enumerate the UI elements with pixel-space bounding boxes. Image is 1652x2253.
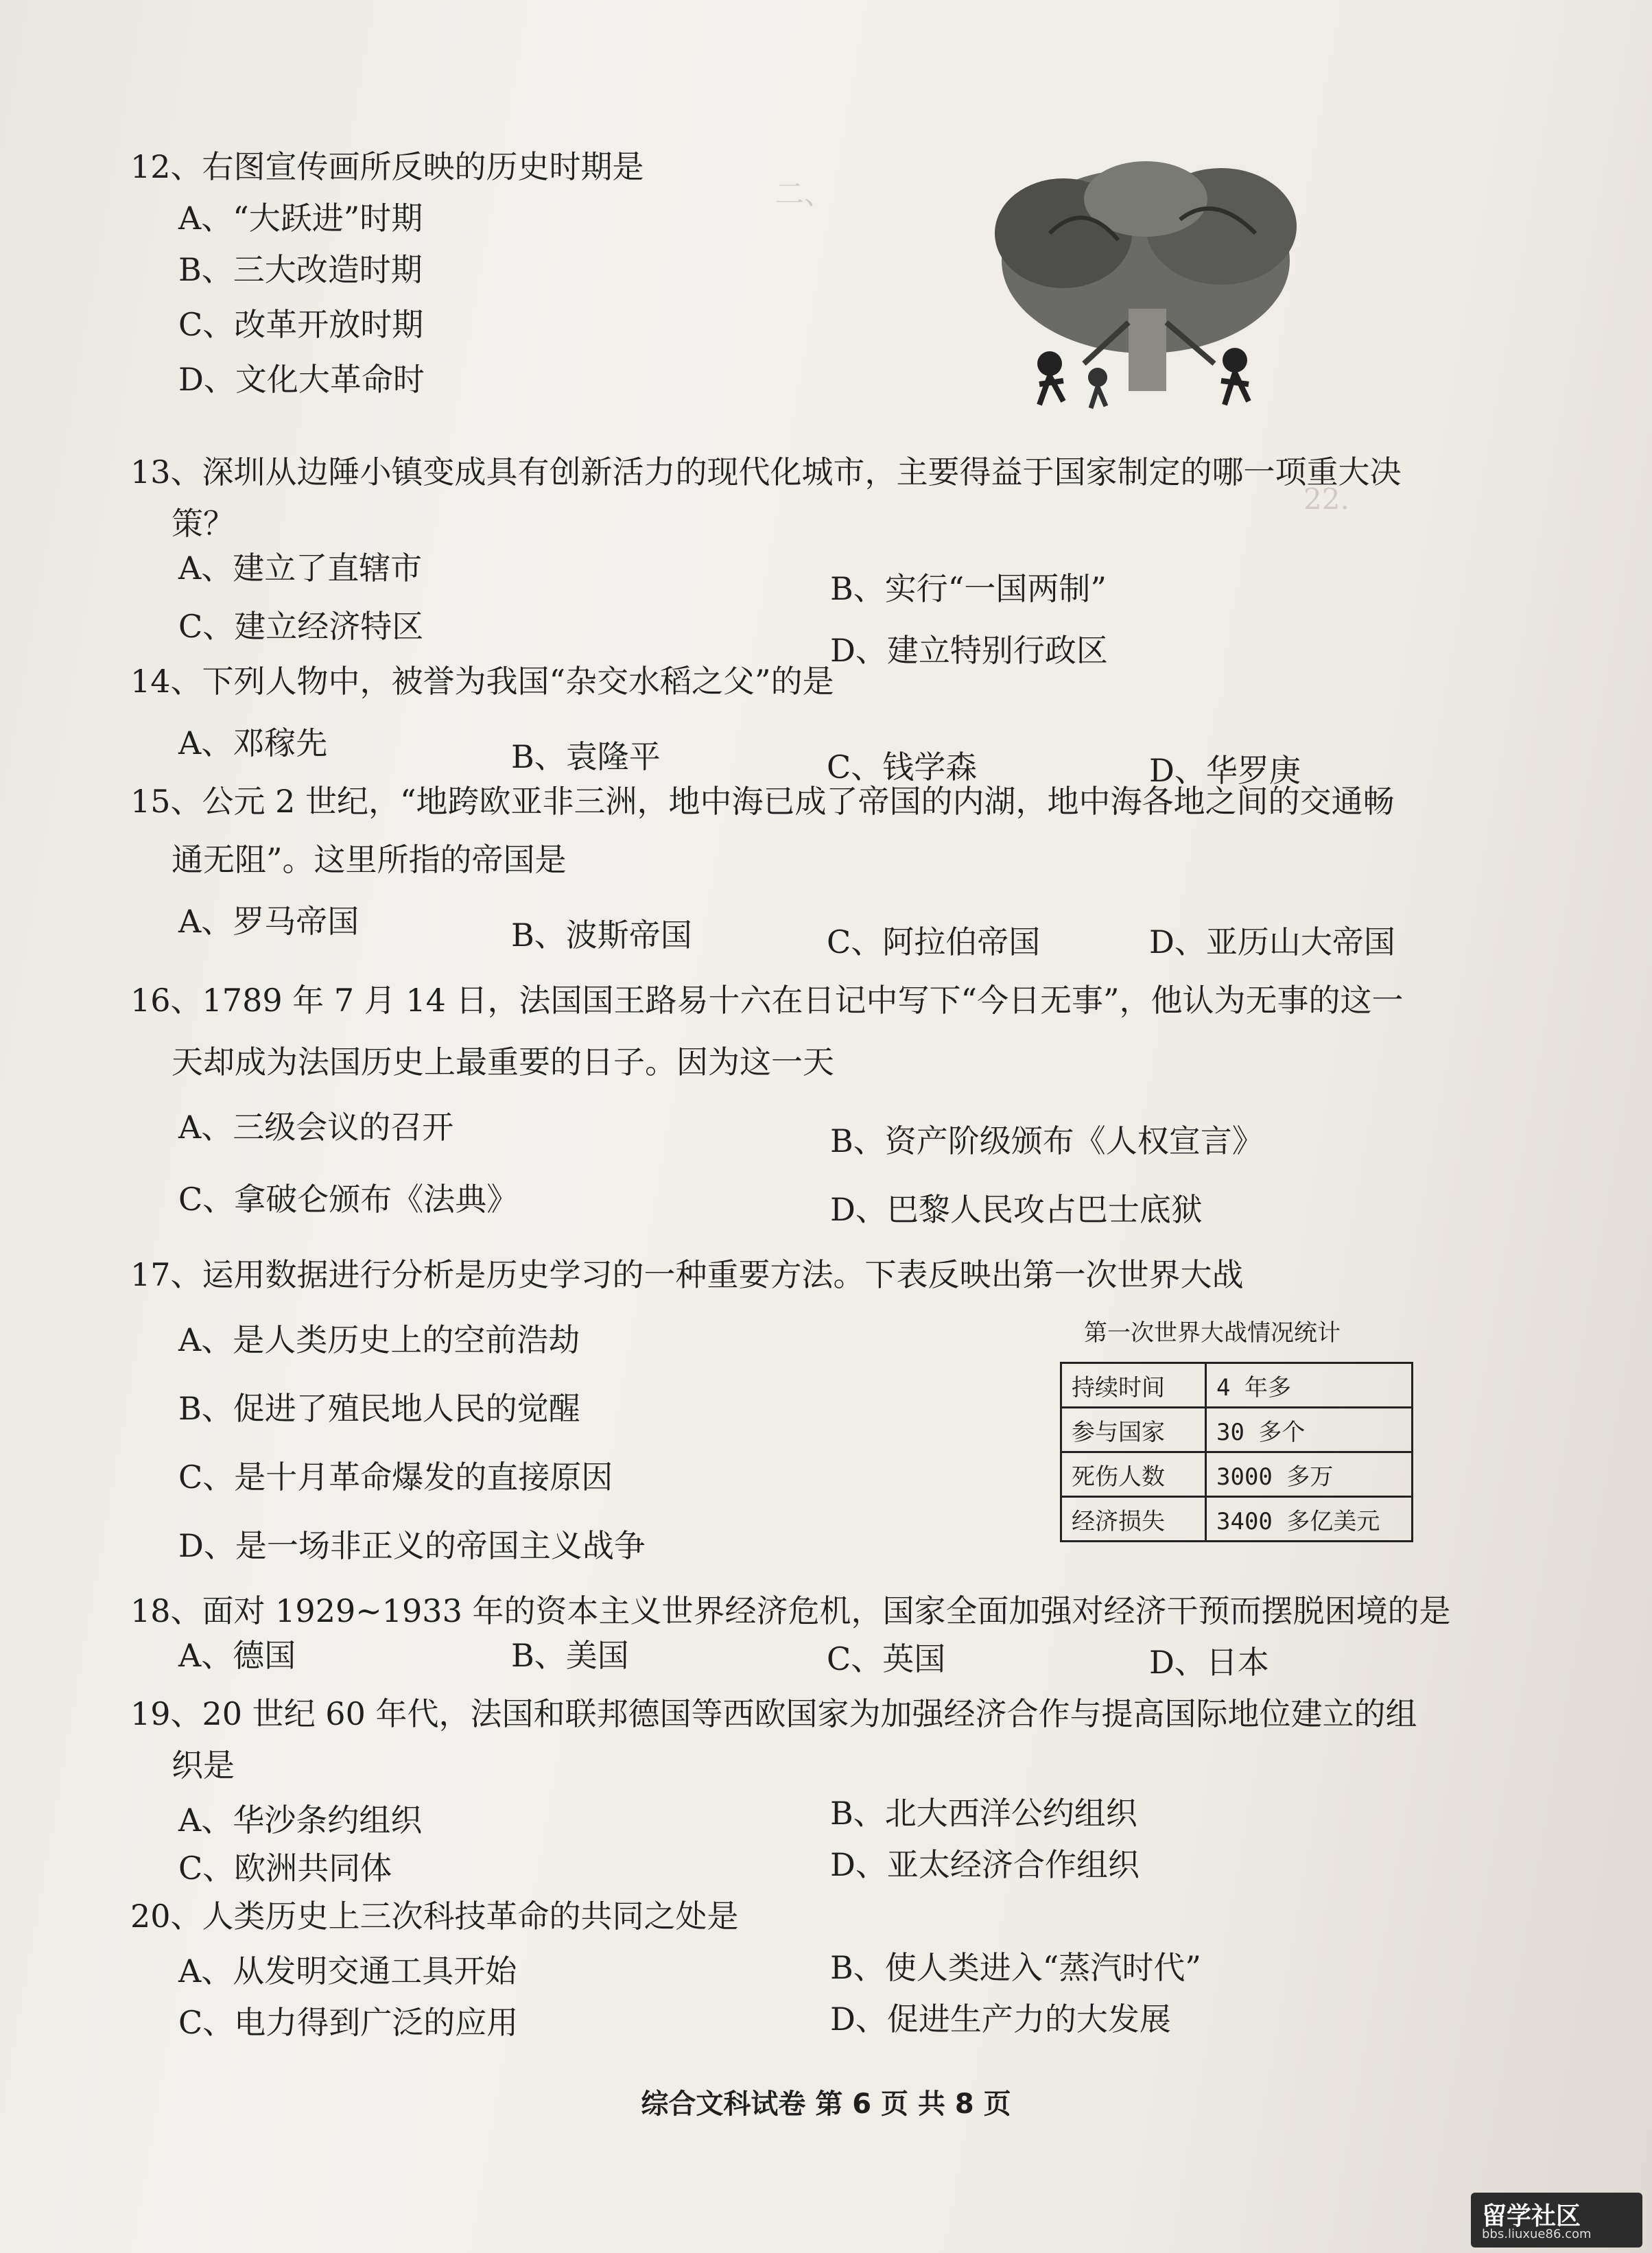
q20-option-a: A、从发明交通工具开始 xyxy=(178,1953,517,1990)
question-16-stem-continued: 天却成为法国历史上最重要的日子。因为这一天 xyxy=(172,1043,834,1081)
table-row xyxy=(1061,1497,1413,1542)
ww1-statistics-table xyxy=(1060,1362,1413,1542)
q13-option-a: A、建立了直辖市 xyxy=(178,550,423,587)
q17-option-b: B、促进了殖民地人民的觉醒 xyxy=(178,1390,580,1427)
q17-option-d: D、是一场非正义的帝国主义战争 xyxy=(178,1527,646,1564)
question-13-stem-continued: 策？ xyxy=(172,505,235,542)
question-19-stem: 19、20 世纪 60 年代，法国和联邦德国等西欧国家为加强经济合作与提高国际地位建立的组 xyxy=(130,1695,1417,1732)
q19-option-d: D、亚太经济合作组织 xyxy=(830,1846,1140,1883)
q16-option-c: C、拿破仑颁布《法典》 xyxy=(178,1181,519,1218)
question-12-stem: 12、右图宣传画所反映的历史时期是 xyxy=(130,148,644,185)
q18-option-d: D、日本 xyxy=(1149,1644,1269,1681)
q19-option-b: B、北大西洋公约组织 xyxy=(830,1795,1137,1832)
question-13-stem: 13、深圳从边陲小镇变成具有创新活力的现代化城市，主要得益于国家制定的哪一项重大决 xyxy=(130,453,1402,491)
q13-option-c: C、建立经济特区 xyxy=(178,608,424,645)
table-cell-value: 3000 多万 xyxy=(1206,1452,1413,1497)
q14-option-c: C、钱学森 xyxy=(827,748,978,786)
ww1-table-title: 第一次世界大战情况统计 xyxy=(1084,1319,1341,1347)
question-15-stem-continued: 通无阻”。这里所指的帝国是 xyxy=(172,841,567,878)
q20-option-c: C、电力得到广泛的应用 xyxy=(178,2004,519,2041)
question-19-stem-continued: 织是 xyxy=(172,1747,235,1784)
q12-option-c: C、改革开放时期 xyxy=(178,306,424,343)
q16-option-a: A、三级会议的召开 xyxy=(178,1109,454,1146)
q20-option-b: B、使人类进入“蒸汽时代” xyxy=(830,1949,1201,1986)
propaganda-poster-image xyxy=(974,158,1317,412)
question-15-stem: 15、公元 2 世纪，“地跨欧亚非三洲，地中海已成了帝国的内湖，地中海各地之间的交通畅 xyxy=(130,783,1395,820)
watermark-title: 留学社区 xyxy=(1482,2202,1581,2230)
q19-option-c: C、欧洲共同体 xyxy=(178,1850,392,1887)
q18-option-a: A、德国 xyxy=(178,1637,296,1674)
bleed-through-text: 二、 xyxy=(775,177,834,211)
q13-option-b: B、实行“一国两制” xyxy=(830,570,1107,607)
q18-option-b: B、美国 xyxy=(511,1637,629,1674)
q17-option-a: A、是人类历史上的空前浩劫 xyxy=(178,1321,580,1358)
q16-option-d: D、巴黎人民攻占巴士底狱 xyxy=(830,1191,1203,1228)
q14-option-d: D、华罗庚 xyxy=(1149,752,1301,789)
q15-option-b: B、波斯帝国 xyxy=(511,917,692,954)
table-cell-key: 参与国家 xyxy=(1061,1408,1206,1452)
table-cell-key: 持续时间 xyxy=(1061,1363,1206,1408)
table-cell-value: 3400 多亿美元 xyxy=(1206,1497,1413,1542)
q15-option-c: C、阿拉伯帝国 xyxy=(827,923,1041,960)
table-cell-value: 4 年多 xyxy=(1206,1363,1413,1408)
question-20-stem: 20、人类历史上三次科技革命的共同之处是 xyxy=(130,1898,739,1935)
table-row xyxy=(1061,1452,1413,1497)
table-cell-key: 经济损失 xyxy=(1061,1497,1206,1542)
q20-option-d: D、促进生产力的大发展 xyxy=(830,2001,1171,2038)
q12-option-b: B、三大改造时期 xyxy=(178,251,423,288)
q17-option-c: C、是十月革命爆发的直接原因 xyxy=(178,1459,613,1496)
table-cell-key: 死伤人数 xyxy=(1061,1452,1206,1497)
question-16-stem: 16、1789 年 7 月 14 日，法国国王路易十六在日记中写下“今日无事”，他认为无事的这一 xyxy=(130,982,1404,1019)
watermark-url: bbs.liuxue86.com xyxy=(1482,2227,1592,2241)
question-18-stem: 18、面对 1929~1933 年的资本主义世界经济危机，国家全面加强对经济干预而摆脱困境的是 xyxy=(130,1592,1451,1629)
q13-option-d: D、建立特别行政区 xyxy=(830,632,1108,669)
table-row xyxy=(1061,1408,1413,1452)
table-row xyxy=(1061,1363,1413,1408)
q19-option-a: A、华沙条约组织 xyxy=(178,1802,423,1839)
q15-option-d: D、亚历山大帝国 xyxy=(1149,923,1395,960)
table-cell-value: 30 多个 xyxy=(1206,1408,1413,1452)
q15-option-a: A、罗马帝国 xyxy=(178,903,359,940)
q14-option-b: B、袁隆平 xyxy=(511,738,661,775)
question-14-stem: 14、下列人物中，被誉为我国“杂交水稻之父”的是 xyxy=(130,663,834,700)
q14-option-a: A、邓稼先 xyxy=(178,724,328,762)
q12-option-d: D、文化大革命时 xyxy=(178,361,425,398)
q12-option-a: A、“大跃进”时期 xyxy=(178,200,423,237)
question-17-stem: 17、运用数据进行分析是历史学习的一种重要方法。下表反映出第一次世界大战 xyxy=(130,1256,1244,1293)
page-footer: 综合文科试卷 第 6 页 共 8 页 xyxy=(641,2088,1011,2120)
q16-option-b: B、资产阶级颁布《人权宣言》 xyxy=(830,1122,1264,1159)
site-watermark-logo xyxy=(1471,2193,1642,2248)
q18-option-c: C、英国 xyxy=(827,1640,946,1677)
bleed-through-text: 22. xyxy=(1303,482,1349,516)
